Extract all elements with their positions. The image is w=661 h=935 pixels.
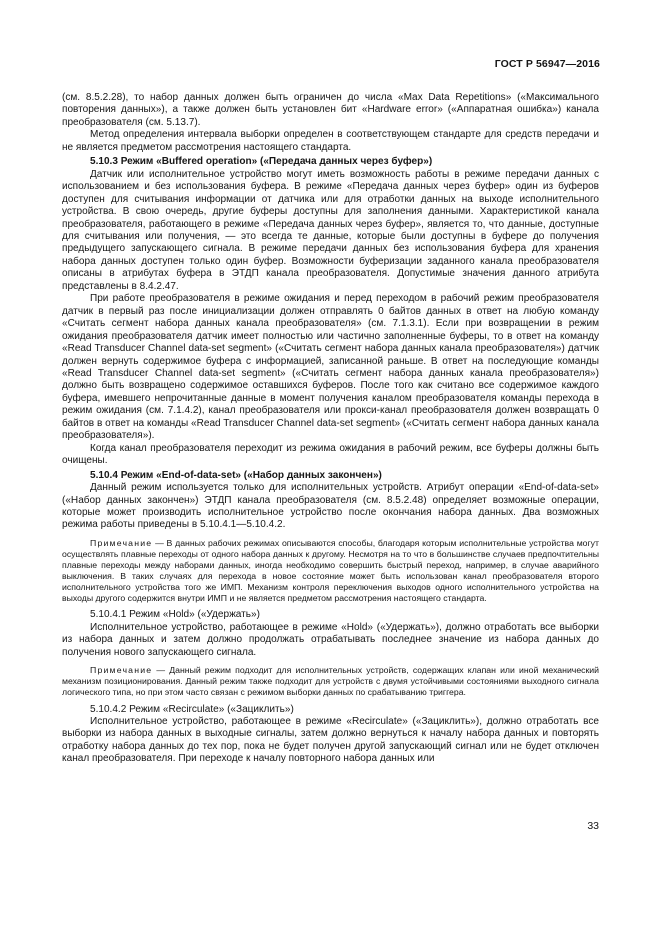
section-heading-5-10-3: 5.10.3 Режим «Buffered operation» («Передача данных через буфер») — [90, 156, 433, 168]
page-header-doc-id: ГОСТ Р 56947—2016 — [494, 58, 600, 70]
note — [62, 538, 599, 605]
paragraph: Исполнительное устройство, работающее в режиме «Hold» («Удержать»), должно отработать все выборки из набора данных и затем должно продолжать отрабатывать последнее значение из набора данных до получения нового запускающего сигнала. — [62, 621, 599, 658]
note-label: Примечание — [90, 537, 153, 548]
section-heading-5-10-4: 5.10.4 Режим «End-of-data-set» («Набор данных закончен») — [90, 469, 382, 481]
paragraph: Данный режим используется только для исполнительных устройств. Атрибут операции «End-of-data-set» («Набор данных закончен») ЭТДП канала преобразователя (см. 8.5.2.48) определяет возможные операции, которые может производить исполнительное устройство после окончания набора данных. Два возможных режима работы приведены в 5.10.4.1—5.10.4.2. — [62, 482, 599, 531]
subsection-heading-5-10-4-2: 5.10.4.2 Режим «Recirculate» («Зациклить») — [90, 703, 294, 715]
paragraph: Датчик или исполнительное устройство могут иметь возможность работы в режиме передачи данных с использованием и без использования буфера. В режиме «Передача данных через буфер» один из буферов доступен для считывания информации от датчика или для отработки данных на выходе исполнительного устройства. В свою очередь, другие буферы доступны для заполнения данными. Характеристикой канала преобразователя, работающего в режиме «Передача данных через буфер», является то, что данные, доступные для считывания или получения, — это всегда те данные, которые были доступны в буфере до получения предыдущего запускающего сигнала. В режиме передачи данных без использования буфера для хранения набора данных доступен только один буфер. Возможности буферизации заданного канала преобразователя описаны в атрибутах буфера в ЭТДП канала преобразователя. Допустимые значения данного атрибута представлены в 8.4.2.47. — [62, 168, 599, 292]
note — [62, 665, 599, 698]
note-text: — Данный режим подходит для исполнительных устройств, содержащих клапан или иной механический механизм позиционирования. Данный режим также подходит для устройств с двумя устойчивыми состояниями выходного сигнала логического типа, но при этом часто связан с режимом выборки данных по срабатыванию триггера. — [62, 665, 599, 698]
paragraph: (см. 8.5.2.28), то набор данных должен быть ограничен до числа «Max Data Repetitions» («Максимального повторения данных»), а также должен быть установлен бит «Hardware error» («Аппаратная ошибка») канала преобразователя (см. 5.13.7). — [62, 92, 599, 128]
paragraph: При работе преобразователя в режиме ожидания и перед переходом в рабочий режим преобразователя датчик в первый раз после инициализации должен отправлять 0 байтов данных в ответ на любую команду «Считать сегмент набора данных канала преобразователя» (см. 7.1.3.1). Если при возвращении в режим ожидания преобразователя датчик имеет полностью или частично заполненные буферы, то в ответ на команду «Read Transducer Channel data-set segment» («Считать сегмент набора данных канала преобразователя») датчик должен вернуть содержимое буфера с информацией, записанной раньше. В ответ на последующие команды «Read Transducer Channel data-set segment» («Считать сегмент набора данных канала преобразователя») должно быть возвращено содержимое оставшихся буферов. После того как считано все содержимое каждого буфера, имевшего непрочитанные данные в момент получения каналом преобразователя команды перехода в режим ожидания (см. 7.1.4.2), канал преобразователя или прокси-канал преобразователя должен возвращать 0 байтов в ответ на команды «Read Transducer Channel data-set segment» («Считать сегмент набора данных канала преобразователя»). — [62, 293, 599, 442]
page-number: 33 — [587, 820, 599, 832]
paragraph: Когда канал преобразователя переходит из режима ожидания в рабочий режим, все буферы должны быть очищены. — [62, 442, 599, 467]
paragraph: Метод определения интервала выборки определен в соответствующем стандарте для средств передачи и не является предметом рассмотрения настоящего стандарта. — [62, 129, 599, 153]
page-body — [62, 92, 599, 766]
note-label: Примечание — [90, 665, 153, 676]
note-text: — В данных рабочих режимах описываются способы, благодаря которым исполнительные устройства могут осуществлять плавные переходы от одного набора данных к другому. Несмотря на то что в большинстве случаев предпочтительны плавные переходы между наборами данных, иногда необходимо совершить быстрый переход, например, в случае аварийного выключения. В таких случаях для перехода в новое состояние может быть использован канал преобразователя второго исполнительного устройства того же ИМП. Механизм контроля переключения выходов одного исполнительного устройства на выходы другого содержится внутри ИМП и не является предметом рассмотрения настоящего стандарта. — [62, 537, 599, 604]
subsection-heading-5-10-4-1: 5.10.4.1 Режим «Hold» («Удержать») — [90, 609, 260, 621]
paragraph: Исполнительное устройство, работающее в режиме «Recirculate» («Зациклить»), должно отработать все выборки из набора данных в выходные сигналы, затем должно вернуться к началу набора данных и повторять отработку набора данных до тех пор, пока не будет получен другой запускающий сигнал или не будет отключен канал преобразователя. При переходе к началу повторного набора данных или — [62, 715, 599, 765]
